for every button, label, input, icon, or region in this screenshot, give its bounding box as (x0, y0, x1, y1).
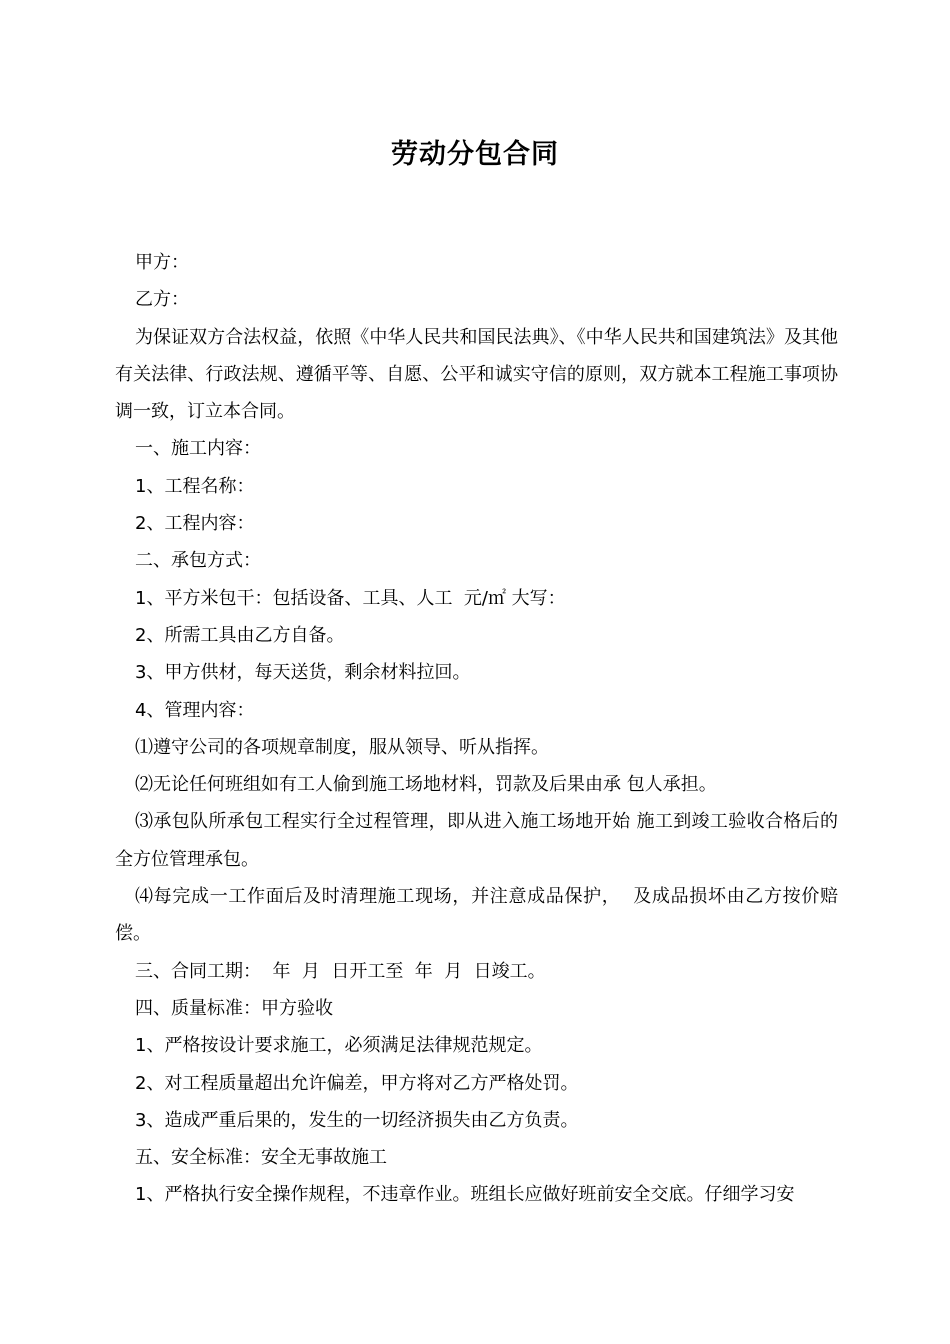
party-b-line: 乙方： (135, 289, 189, 311)
section-heading-contracting-method: 二、承包方式： (135, 550, 261, 572)
management-item-4: ⑷每完成一工作面后及时清理施工现场，并注意成品保护， 及成品损坏由乙方按价赔偿。 (115, 886, 838, 945)
clause-project-name: 1、工程名称： (135, 475, 255, 497)
document-title: 劳动分包合同 (391, 139, 559, 170)
safety-clause-1: 1、严格执行安全操作规程，不违章作业。班组长应做好班前安全交底。仔细学习安 (135, 1184, 795, 1206)
quality-clause-3: 3、造成严重后果的，发生的一切经济损失由乙方负责。 (135, 1109, 579, 1131)
party-a-line: 甲方： (135, 252, 189, 273)
clause-materials: 3、甲方供材，每天送货，剩余材料拉回。 (135, 662, 471, 684)
section-heading-construction-content: 一、施工内容： (135, 438, 261, 460)
management-item-1: ⑴遵守公司的各项规章制度，服从领导、听从指挥。 (135, 736, 549, 758)
clause-project-content: 2、工程内容： (135, 513, 255, 535)
quality-clause-1: 1、严格按设计要求施工，必须满足法律规范规定。 (135, 1035, 543, 1057)
clause-square-meter-price: 1、平方米包干：包括设备、工具、人工 元/㎡ 大写： (135, 587, 566, 609)
section-heading-contract-period: 三、合同工期： 年 月 日开工至 年 月 日竣工。 (135, 960, 546, 982)
clause-management-heading: 4、管理内容： (135, 699, 255, 721)
document-body (115, 244, 838, 1214)
section-heading-safety-standard: 五、安全标准：安全无事故施工 (135, 1147, 387, 1169)
quality-clause-2: 2、对工程质量超出允许偏差，甲方将对乙方严格处罚。 (135, 1072, 579, 1094)
management-item-3: ⑶承包队所承包工程实行全过程管理，即从进入施工场地开始 施工到竣工验收合格后的全方位管理承包。 (115, 811, 838, 870)
section-heading-quality-standard: 四、质量标准：甲方验收 (135, 997, 333, 1019)
preamble-paragraph: 为保证双方合法权益，依照《中华人民共和国民法典》、《中华人民共和国建筑法》及其他有关法律、行政法规、遵循平等、自愿、公平和诚实守信的原则，双方就本工程施工事项协调一致，订立本合同。 (115, 326, 838, 423)
clause-tools: 2、所需工具由乙方自备。 (135, 624, 345, 646)
management-item-2: ⑵无论任何班组如有工人偷到施工场地材料，罚款及后果由承 包人承担。 (135, 774, 717, 796)
